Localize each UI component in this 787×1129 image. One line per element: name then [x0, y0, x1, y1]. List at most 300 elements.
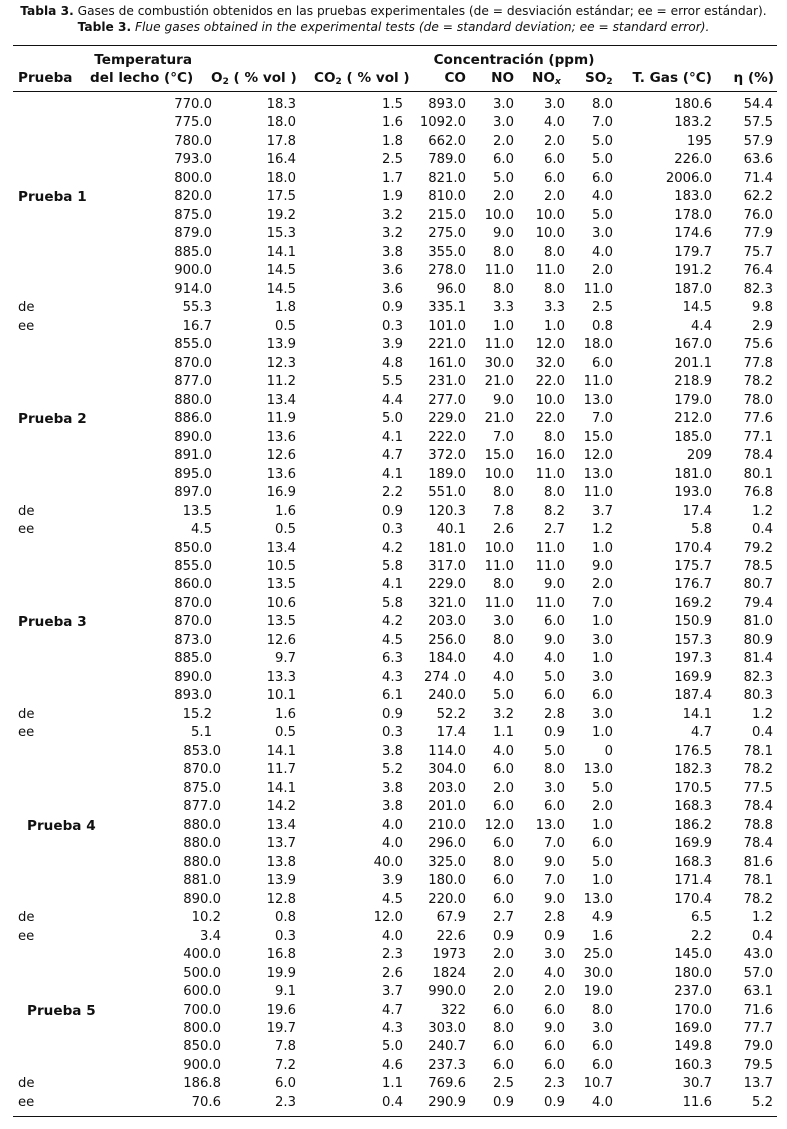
cell-eta: 78.8: [743, 817, 773, 833]
cell-no: 8.0: [493, 244, 514, 260]
cell-so2: 11.0: [583, 374, 613, 390]
cell-co: 184.0: [428, 651, 466, 667]
cell-o2: 12.8: [266, 891, 296, 907]
cell-tgas: 167.0: [674, 337, 712, 353]
cell-so2: 11.0: [583, 485, 613, 501]
cell-so2: 18.0: [583, 337, 613, 353]
cell-eta: 13.7: [743, 1076, 773, 1092]
cell-eta: 82.3: [743, 281, 773, 297]
cell-tgas: 168.3: [674, 854, 712, 870]
cell-eta: 57.9: [743, 133, 773, 149]
cell-so2: 3.0: [592, 632, 613, 648]
cell-so2: 6.0: [592, 1039, 613, 1055]
cell-no: 7.8: [493, 503, 514, 519]
cell-no: 3.0: [493, 115, 514, 131]
cell-co: 120.3: [428, 503, 466, 519]
cell-nox: 11.0: [535, 559, 565, 574]
cell-so2: 19.0: [583, 984, 613, 1000]
header-nox-symbol: NO: [532, 70, 555, 86]
cell-nox: 2.8: [544, 910, 565, 926]
cell-nox: 6.0: [544, 799, 565, 815]
cell-o2: 11.2: [266, 374, 296, 390]
cell-temperatura: 870.0: [174, 614, 212, 630]
cell-no: 1.1: [493, 725, 514, 741]
cell-no: 4.0: [493, 651, 514, 667]
cell-co: 229.0: [428, 411, 466, 427]
cell-co2: 12.0: [373, 910, 403, 926]
cell-o2: 0.3: [275, 928, 296, 944]
cell-o2: 16.8: [266, 947, 296, 963]
header-o2: [211, 70, 297, 87]
cell-co: 203.0: [428, 780, 466, 796]
header-prueba: Prueba: [18, 70, 73, 86]
cell-nox: 8.0: [544, 429, 565, 445]
cell-tgas: 176.5: [674, 743, 712, 759]
cell-no: 2.0: [493, 984, 514, 1000]
cell-tgas: 170.4: [674, 891, 712, 907]
cell-temperatura: 15.2: [182, 706, 212, 722]
cell-so2: 0: [604, 743, 613, 759]
cell-temperatura: 891.0: [174, 448, 212, 464]
cell-co: 189.0: [428, 466, 466, 482]
cell-no: 9.0: [493, 226, 514, 242]
cell-temperatura: 890.0: [183, 891, 221, 907]
cell-so2: 1.0: [592, 725, 613, 741]
cell-temperatura: 900.0: [183, 1057, 221, 1073]
cell-co: 240.0: [428, 688, 466, 704]
cell-temperatura: 853.0: [183, 743, 221, 759]
cell-o2: 12.6: [266, 632, 296, 648]
cell-eta: 80.1: [743, 466, 773, 482]
cell-so2: 25.0: [583, 947, 613, 963]
cell-nox: 8.2: [544, 503, 565, 519]
cell-nox: 4.0: [544, 965, 565, 981]
cell-co: 1092.0: [419, 115, 466, 131]
cell-no: 6.0: [493, 836, 514, 852]
header-so2: [585, 70, 613, 87]
cell-co2: 3.2: [382, 226, 403, 242]
cell-no: 11.0: [484, 559, 514, 574]
cell-no: 2.7: [493, 910, 514, 926]
group-label-prueba-1: Prueba 1: [18, 189, 87, 206]
cell-tgas: 191.2: [674, 263, 712, 279]
cell-co2: 6.1: [382, 688, 403, 704]
cell-so2: 5.0: [592, 133, 613, 149]
cell-eta: 1.2: [752, 910, 773, 926]
cell-eta: 78.2: [743, 891, 773, 907]
cell-o2: 18.0: [266, 115, 296, 131]
cell-temperatura: 870.0: [183, 762, 221, 778]
cell-tgas: 2006.0: [665, 170, 712, 186]
cell-tgas: 181.0: [674, 466, 712, 482]
cell-temperatura: 875.0: [183, 780, 221, 796]
cell-co2: 4.7: [382, 1002, 403, 1018]
de-label: de: [18, 503, 35, 519]
cell-co2: 4.6: [382, 1057, 403, 1073]
cell-eta: 75.7: [743, 244, 773, 260]
cell-eta: 78.1: [743, 873, 773, 889]
cell-co: 372.0: [428, 448, 466, 464]
cell-so2: 6.0: [592, 1057, 613, 1073]
cell-co2: 4.1: [382, 466, 403, 482]
cell-no: 2.0: [493, 947, 514, 963]
cell-co2: 0.3: [382, 725, 403, 741]
cell-co: 893.0: [428, 97, 466, 112]
cell-nox: 8.0: [544, 485, 565, 501]
cell-no: 6.0: [493, 799, 514, 815]
cell-co2: 0.9: [382, 300, 403, 316]
cell-eta: 0.4: [752, 928, 773, 944]
cell-nox: 10.0: [535, 392, 565, 408]
cell-co2: 1.7: [382, 170, 403, 186]
cell-o2: 11.9: [266, 411, 296, 427]
cell-tgas: 195: [686, 133, 712, 149]
cell-co2: 3.8: [382, 244, 403, 260]
cell-co: 304.0: [428, 762, 466, 778]
header-co2-subscript: 2: [335, 77, 342, 87]
cell-co2: 4.0: [382, 928, 403, 944]
cell-co: 101.0: [428, 318, 466, 334]
cell-so2: 3.0: [592, 226, 613, 242]
cell-tgas: 178.0: [674, 207, 712, 223]
cell-tgas: 197.3: [674, 651, 712, 667]
cell-no: 11.0: [484, 263, 514, 279]
cell-nox: 0.9: [544, 1094, 565, 1110]
cell-o2: 14.1: [266, 780, 296, 796]
cell-so2: 4.0: [592, 244, 613, 260]
cell-tgas: 185.0: [674, 429, 712, 445]
cell-no: 8.0: [493, 1021, 514, 1036]
cell-co: 256.0: [428, 632, 466, 648]
cell-co: 275.0: [428, 226, 466, 242]
cell-eta: 77.5: [743, 780, 773, 796]
cell-eta: 81.4: [743, 651, 773, 667]
cell-nox: 10.0: [535, 207, 565, 223]
cell-temperatura: 880.0: [183, 854, 221, 870]
de-label: de: [18, 300, 35, 316]
cell-o2: 13.6: [266, 466, 296, 482]
cell-co2: 4.5: [382, 891, 403, 907]
cell-tgas: 186.2: [674, 817, 712, 833]
cell-nox: 8.0: [544, 244, 565, 260]
cell-eta: 78.5: [743, 559, 773, 574]
cell-no: 4.0: [493, 743, 514, 759]
cell-temperatura: 850.0: [174, 540, 212, 556]
cell-nox: 6.0: [544, 1057, 565, 1073]
de-label: de: [18, 706, 35, 722]
cell-co: 210.0: [428, 817, 466, 833]
cell-tgas: 183.2: [674, 115, 712, 131]
cell-so2: 3.0: [592, 1021, 613, 1036]
cell-no: 21.0: [484, 411, 514, 427]
ee-label: ee: [18, 928, 35, 944]
header-temperatura-line1: Temperatura: [94, 52, 192, 68]
cell-no: 6.0: [493, 152, 514, 168]
cell-nox: 0.9: [544, 725, 565, 741]
cell-co2: 3.8: [382, 743, 403, 759]
cell-nox: 2.0: [544, 133, 565, 149]
cell-tgas: 11.6: [682, 1094, 712, 1110]
cell-tgas: 160.3: [674, 1057, 712, 1073]
cell-tgas: 149.8: [674, 1039, 712, 1055]
cell-eta: 78.4: [743, 836, 773, 852]
cell-so2: 7.0: [592, 411, 613, 427]
cell-nox: 5.0: [544, 743, 565, 759]
cell-nox: 12.0: [535, 337, 565, 353]
cell-temperatura: 860.0: [174, 577, 212, 593]
cell-co: 40.1: [436, 522, 466, 538]
cell-o2: 10.6: [266, 595, 296, 611]
cell-tgas: 169.9: [674, 836, 712, 852]
cell-o2: 18.3: [266, 97, 296, 112]
cell-co2: 5.0: [382, 411, 403, 427]
caption-spanish-text: Gases de combustión obtenidos en las pruebas experimentales (de = desviación estándar; ee = error estándar).: [77, 4, 767, 18]
cell-o2: 14.5: [266, 263, 296, 279]
cell-no: 8.0: [493, 854, 514, 870]
cell-co: 114.0: [428, 743, 466, 759]
cell-co: 990.0: [428, 984, 466, 1000]
cell-tgas: 182.3: [674, 762, 712, 778]
cell-temperatura: 873.0: [174, 632, 212, 648]
cell-eta: 1.2: [752, 503, 773, 519]
cell-co2: 5.0: [382, 1039, 403, 1055]
cell-so2: 1.0: [592, 873, 613, 889]
cell-no: 5.0: [493, 688, 514, 704]
cell-co2: 3.7: [382, 984, 403, 1000]
cell-co: 335.1: [428, 300, 466, 316]
header-tgas: T. Gas (°C): [632, 70, 712, 86]
cell-temperatura: 5.1: [191, 725, 212, 741]
cell-co: 96.0: [436, 281, 466, 297]
cell-tgas: 157.3: [674, 632, 712, 648]
cell-so2: 3.0: [592, 706, 613, 722]
cell-co2: 1.9: [382, 189, 403, 205]
cell-no: 6.0: [493, 762, 514, 778]
cell-o2: 13.4: [266, 540, 296, 556]
cell-so2: 5.0: [592, 854, 613, 870]
cell-o2: 15.3: [266, 226, 296, 242]
cell-so2: 1.2: [592, 522, 613, 538]
cell-eta: 77.9: [743, 226, 773, 242]
header-o2-symbol: O: [211, 70, 223, 86]
cell-temperatura: 10.2: [191, 910, 221, 926]
cell-tgas: 4.4: [691, 318, 712, 334]
cell-temperatura: 55.3: [182, 300, 212, 316]
cell-temperatura: 886.0: [174, 411, 212, 427]
cell-temperatura: 770.0: [174, 97, 212, 112]
cell-o2: 13.7: [266, 836, 296, 852]
header-o2-unit: ( % vol ): [228, 70, 297, 86]
cell-eta: 77.6: [743, 411, 773, 427]
cell-temperatura: 877.0: [174, 374, 212, 390]
cell-no: 1.0: [493, 318, 514, 334]
cell-nox: 7.0: [544, 836, 565, 852]
cell-nox: 6.0: [544, 170, 565, 186]
cell-nox: 22.0: [535, 374, 565, 390]
cell-temperatura: 870.0: [174, 355, 212, 371]
cell-nox: 0.9: [544, 928, 565, 944]
cell-temperatura: 880.0: [183, 817, 221, 833]
cell-temperatura: 700.0: [183, 1002, 221, 1018]
cell-co: 296.0: [428, 836, 466, 852]
cell-tgas: 2.2: [691, 928, 712, 944]
cell-temperatura: 900.0: [174, 263, 212, 279]
cell-nox: 16.0: [535, 448, 565, 464]
cell-nox: 6.0: [544, 152, 565, 168]
cell-so2: 1.0: [592, 540, 613, 556]
cell-tgas: 5.8: [691, 522, 712, 538]
cell-nox: 9.0: [544, 577, 565, 593]
cell-co2: 4.2: [382, 540, 403, 556]
cell-co2: 3.6: [382, 263, 403, 279]
cell-o2: 7.2: [275, 1057, 296, 1073]
cell-no: 6.0: [493, 1002, 514, 1018]
cell-co2: 4.0: [382, 836, 403, 852]
caption-english-text: Flue gases obtained in the experimental tests (de = standard deviation; ee = standard error).: [135, 19, 710, 34]
cell-co: 662.0: [428, 133, 466, 149]
cell-o2: 13.5: [266, 614, 296, 630]
cell-nox: 11.0: [535, 466, 565, 482]
group-label-prueba-4: Prueba 4: [27, 817, 96, 834]
cell-eta: 78.0: [743, 392, 773, 408]
cell-nox: 5.0: [544, 669, 565, 685]
cell-tgas: 175.7: [674, 559, 712, 574]
cell-o2: 13.3: [266, 669, 296, 685]
cell-co2: 5.2: [382, 762, 403, 778]
cell-temperatura: 600.0: [183, 984, 221, 1000]
cell-tgas: 170.5: [674, 780, 712, 796]
cell-no: 30.0: [484, 355, 514, 371]
cell-so2: 2.0: [592, 577, 613, 593]
cell-co2: 4.7: [382, 448, 403, 464]
header-nox: [532, 70, 561, 87]
header-co2-symbol: CO: [314, 70, 336, 86]
cell-tgas: 212.0: [674, 411, 712, 427]
cell-tgas: 201.1: [674, 355, 712, 371]
cell-eta: 80.3: [743, 688, 773, 704]
cell-tgas: 187.0: [674, 281, 712, 297]
cell-no: 7.0: [493, 429, 514, 445]
cell-o2: 19.6: [266, 1002, 296, 1018]
cell-nox: 9.0: [544, 1021, 565, 1036]
cell-nox: 10.0: [535, 226, 565, 242]
cell-tgas: 183.0: [674, 189, 712, 205]
cell-tgas: 179.0: [674, 392, 712, 408]
cell-co2: 1.5: [382, 97, 403, 112]
cell-tgas: 179.7: [674, 244, 712, 260]
cell-nox: 3.3: [544, 300, 565, 316]
cell-tgas: 17.4: [682, 503, 712, 519]
header-o2-subscript: 2: [222, 77, 229, 87]
header-rule: [13, 91, 777, 92]
cell-eta: 77.7: [743, 1021, 773, 1036]
cell-so2: 2.0: [592, 263, 613, 279]
cell-eta: 78.2: [743, 374, 773, 390]
cell-o2: 13.9: [266, 337, 296, 353]
cell-nox: 6.0: [544, 1002, 565, 1018]
cell-temperatura: 890.0: [174, 669, 212, 685]
cell-eta: 79.5: [743, 1057, 773, 1073]
ee-label: ee: [18, 725, 35, 741]
cell-o2: 14.2: [266, 799, 296, 815]
cell-tgas: 169.0: [674, 1021, 712, 1036]
cell-temperatura: 186.8: [183, 1076, 221, 1092]
cell-eta: 9.8: [752, 300, 773, 316]
cell-nox: 6.0: [544, 688, 565, 704]
cell-co2: 2.2: [382, 485, 403, 501]
cell-co2: 4.2: [382, 614, 403, 630]
cell-tgas: 4.7: [691, 725, 712, 741]
cell-o2: 12.3: [266, 355, 296, 371]
cell-eta: 2.9: [752, 318, 773, 334]
cell-co: 22.6: [436, 928, 466, 944]
cell-tgas: 170.4: [674, 540, 712, 556]
cell-no: 2.0: [493, 189, 514, 205]
cell-no: 3.0: [493, 97, 514, 112]
cell-so2: 6.0: [592, 170, 613, 186]
cell-nox: 2.0: [544, 189, 565, 205]
cell-tgas: 150.9: [674, 614, 712, 630]
cell-temperatura: 775.0: [174, 115, 212, 131]
cell-co: 789.0: [428, 152, 466, 168]
cell-co2: 1.8: [382, 133, 403, 149]
cell-nox: 2.0: [544, 984, 565, 1000]
de-label: de: [18, 1076, 35, 1092]
cell-o2: 1.8: [275, 300, 296, 316]
cell-no: 2.5: [493, 1076, 514, 1092]
cell-temperatura: 897.0: [174, 485, 212, 501]
cell-o2: 19.7: [266, 1021, 296, 1036]
header-so2-symbol: SO: [585, 70, 607, 86]
cell-co: 355.0: [428, 244, 466, 260]
cell-eta: 79.2: [743, 540, 773, 556]
header-concentracion: Concentración (ppm): [433, 52, 595, 68]
cell-tgas: 193.0: [674, 485, 712, 501]
cell-so2: 13.0: [583, 466, 613, 482]
cell-so2: 1.0: [592, 614, 613, 630]
cell-co2: 4.8: [382, 355, 403, 371]
cell-co: 1973: [432, 947, 466, 963]
cell-so2: 10.7: [583, 1076, 613, 1092]
cell-o2: 7.8: [275, 1039, 296, 1055]
cell-no: 4.0: [493, 669, 514, 685]
cell-o2: 13.5: [266, 577, 296, 593]
cell-eta: 5.2: [752, 1094, 773, 1110]
cell-co2: 2.3: [382, 947, 403, 963]
group-label-prueba-5: Prueba 5: [27, 1002, 96, 1019]
cell-no: 2.0: [493, 133, 514, 149]
cell-so2: 8.0: [592, 1002, 613, 1018]
cell-co2: 3.9: [382, 873, 403, 889]
cell-co: 181.0: [428, 540, 466, 556]
cell-temperatura: 855.0: [174, 337, 212, 353]
cell-eta: 54.4: [743, 97, 773, 112]
cell-nox: 4.0: [544, 651, 565, 667]
cell-o2: 13.4: [266, 392, 296, 408]
cell-no: 6.0: [493, 873, 514, 889]
cell-so2: 13.0: [583, 392, 613, 408]
cell-eta: 0.4: [752, 522, 773, 538]
bottom-rule: [13, 1116, 777, 1117]
cell-co2: 2.6: [382, 965, 403, 981]
cell-nox: 6.0: [544, 1039, 565, 1055]
cell-temperatura: 3.4: [200, 928, 221, 944]
cell-temperatura: 875.0: [174, 207, 212, 223]
cell-no: 8.0: [493, 577, 514, 593]
cell-temperatura: 879.0: [174, 226, 212, 242]
cell-eta: 78.4: [743, 448, 773, 464]
cell-no: 0.9: [493, 1094, 514, 1110]
